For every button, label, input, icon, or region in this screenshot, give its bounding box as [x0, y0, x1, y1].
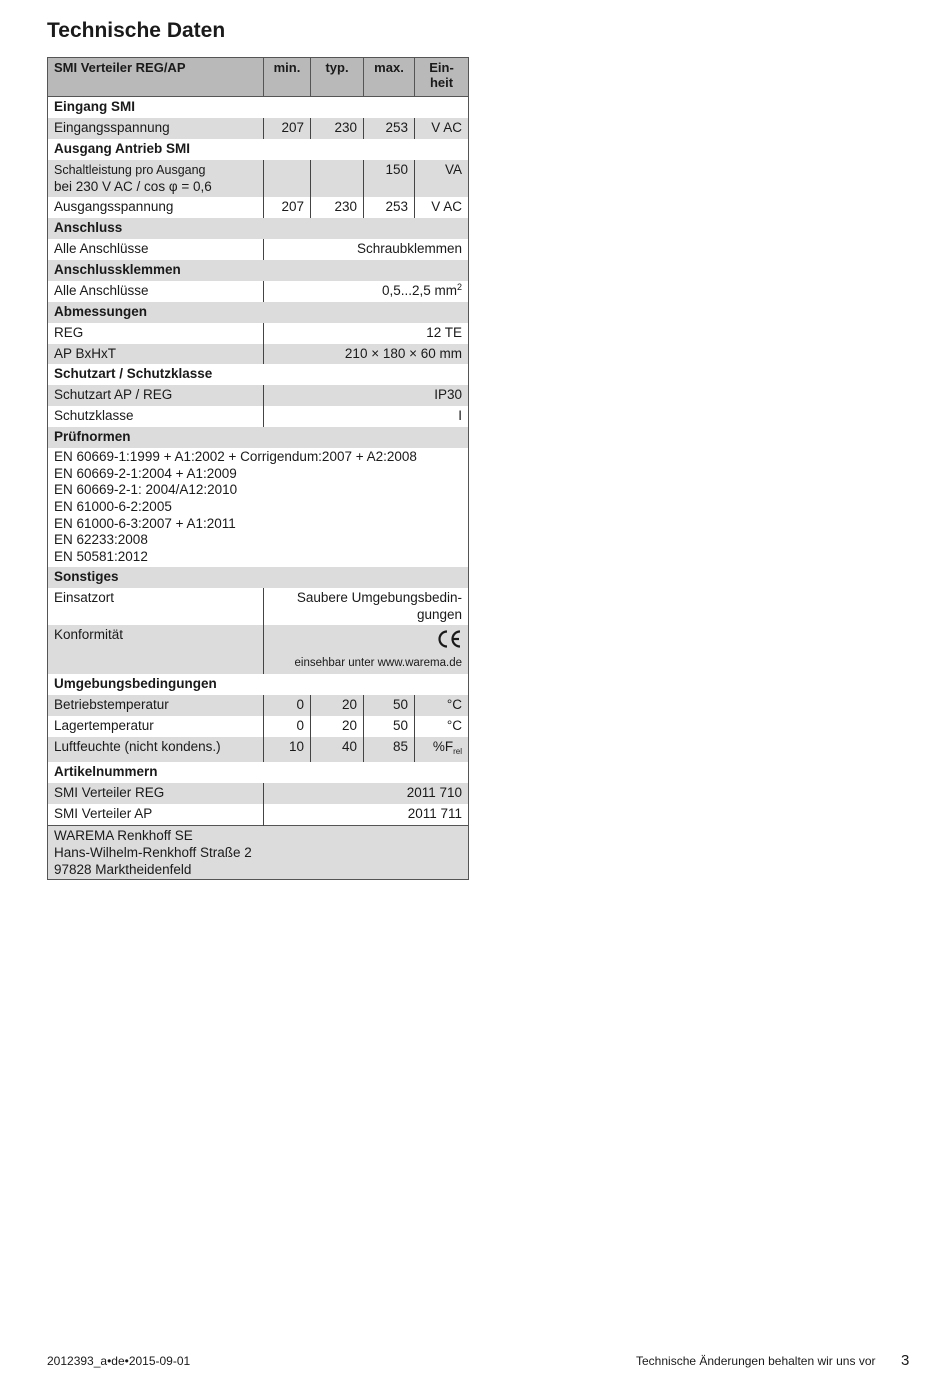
- table-row: Betriebstemperatur 0 20 50 °C: [48, 695, 469, 716]
- doc-id: 2012393_a•de•2015-09-01: [47, 1354, 191, 1368]
- section-artikel: Artikelnummern: [48, 762, 469, 783]
- header-typ: typ.: [311, 58, 364, 97]
- section-ausgang: Ausgang Antrieb SMI: [48, 139, 469, 160]
- table-row: Eingangsspannung 207 230 253 V AC: [48, 118, 469, 139]
- list-item: EN 50581:2012: [54, 549, 148, 565]
- table-row: Luftfeuchte (nicht kondens.) 10 40 85 $\%F_{rel}$: [48, 737, 469, 763]
- list-item: EN 62233:2008: [54, 532, 148, 548]
- section-anschluss: Anschluss: [48, 218, 469, 239]
- table-row: Alle Anschlüsse Schraubklemmen: [48, 239, 469, 260]
- address-line: 97828 Marktheidenfeld: [54, 861, 192, 877]
- address-line: Hans-Wilhelm-Renkhoff Straße 2: [54, 844, 252, 860]
- spec-table: [47, 57, 469, 880]
- page-title: Technische Daten: [47, 19, 226, 42]
- section-abmessungen: Abmessungen: [48, 302, 469, 323]
- table-row: SMI Verteiler AP 2011 711: [48, 804, 469, 825]
- table-row: Einsatzort Saubere Umgebungsbedin- gungen: [48, 588, 469, 626]
- conformity-note: einsehbar unter www.warema.de: [294, 657, 462, 670]
- table-row: Schutzart AP / REG IP30: [48, 385, 469, 406]
- table-row: AP BxHxT 210 × 180 × 60 mm: [48, 344, 469, 365]
- table-row: Ausgangsspannung 207 230 253 V AC: [48, 197, 469, 218]
- section-pruefnormen: Prüfnormen: [48, 427, 469, 448]
- section-anschlussklemmen: Anschlussklemmen: [48, 260, 469, 281]
- table-row: SMI Verteiler REG 2011 710: [48, 783, 469, 804]
- table-row: Alle Anschlüsse 0,5...2,5 $mm^2$: [48, 281, 469, 302]
- header-max: max.: [364, 58, 415, 97]
- change-notice: Technische Änderungen behalten wir uns vor: [636, 1354, 876, 1368]
- page-number: 3: [901, 1352, 910, 1369]
- header-min: min.: [264, 58, 311, 97]
- header-unit: Ein- heit: [415, 58, 469, 97]
- table-row: REG 12 TE: [48, 323, 469, 344]
- table-row: Schaltleistung pro Ausgang bei 230 V AC / cos φ = 0,6 150 VA: [48, 160, 469, 198]
- ce-mark-icon: [436, 629, 462, 654]
- list-item: EN 60669-1:1999 + A1:2002 + Corrigendum:2007 + A2:2008: [54, 448, 417, 464]
- section-sonstiges: Sonstiges: [48, 567, 469, 588]
- table-row: Konformität einsehbar unter www.warema.de: [48, 625, 469, 674]
- normen-row: [48, 448, 469, 567]
- list-item: EN 60669-2-1:2004 + A1:2009: [54, 465, 237, 481]
- section-umgebung: Umgebungsbedingungen: [48, 674, 469, 695]
- table-row: Lagertemperatur 0 20 50 °C: [48, 716, 469, 737]
- section-eingang: Eingang SMI: [48, 97, 469, 119]
- address-line: WAREMA Renkhoff SE: [54, 828, 193, 844]
- list-item: EN 60669-2-1: 2004/A12:2010: [54, 482, 238, 498]
- header-product: SMI Verteiler REG/AP: [48, 58, 264, 97]
- manufacturer-address: [48, 826, 469, 880]
- table-row: Schutzklasse I: [48, 406, 469, 427]
- list-item: EN 61000-6-2:2005: [54, 499, 172, 515]
- table-header: [48, 58, 469, 97]
- normen-list: [48, 448, 469, 567]
- list-item: EN 61000-6-3:2007 + A1:2011: [54, 515, 236, 531]
- section-schutzart: Schutzart / Schutzklasse: [48, 364, 469, 385]
